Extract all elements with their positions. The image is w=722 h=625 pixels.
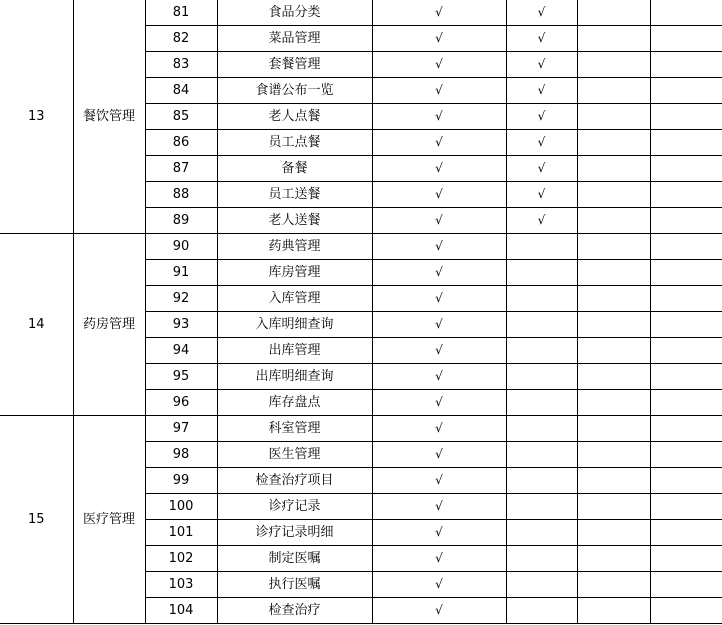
feature-name-cell: 食谱公布一览 (217, 78, 372, 104)
check-cell-2: √ (506, 156, 577, 182)
row-number-cell: 83 (145, 52, 217, 78)
check-cell-4 (650, 286, 722, 312)
check-cell-2 (506, 572, 577, 598)
feature-name-cell: 老人送餐 (217, 208, 372, 234)
row-number-cell: 99 (145, 468, 217, 494)
check-cell-2: √ (506, 52, 577, 78)
check-cell-2 (506, 494, 577, 520)
check-cell-1: √ (372, 104, 506, 130)
feature-name-cell: 出库管理 (217, 338, 372, 364)
check-cell-4 (650, 260, 722, 286)
check-cell-1: √ (372, 442, 506, 468)
check-cell-3 (577, 260, 650, 286)
check-cell-2 (506, 338, 577, 364)
row-number-cell: 98 (145, 442, 217, 468)
group-index-cell: 15 (0, 416, 73, 624)
check-cell-2 (506, 234, 577, 260)
check-cell-3 (577, 416, 650, 442)
row-number-cell: 90 (145, 234, 217, 260)
check-cell-3 (577, 156, 650, 182)
check-cell-4 (650, 52, 722, 78)
check-cell-4 (650, 26, 722, 52)
feature-name-cell: 库房管理 (217, 260, 372, 286)
check-cell-1: √ (372, 416, 506, 442)
feature-name-cell: 员工点餐 (217, 130, 372, 156)
check-cell-3 (577, 312, 650, 338)
check-cell-4 (650, 494, 722, 520)
row-number-cell: 104 (145, 598, 217, 624)
check-cell-4 (650, 78, 722, 104)
check-cell-2 (506, 520, 577, 546)
check-cell-2 (506, 468, 577, 494)
check-cell-4 (650, 0, 722, 26)
feature-name-cell: 检查治疗 (217, 598, 372, 624)
check-cell-2: √ (506, 0, 577, 26)
row-number-cell: 82 (145, 26, 217, 52)
feature-name-cell: 药典管理 (217, 234, 372, 260)
row-number-cell: 103 (145, 572, 217, 598)
feature-name-cell: 诊疗记录明细 (217, 520, 372, 546)
check-cell-1: √ (372, 52, 506, 78)
check-cell-4 (650, 234, 722, 260)
check-cell-1: √ (372, 364, 506, 390)
check-cell-2: √ (506, 130, 577, 156)
check-cell-3 (577, 26, 650, 52)
check-cell-3 (577, 338, 650, 364)
group-index-cell: 13 (0, 0, 73, 234)
check-cell-1: √ (372, 260, 506, 286)
check-cell-1: √ (372, 312, 506, 338)
feature-name-cell: 科室管理 (217, 416, 372, 442)
check-cell-1: √ (372, 598, 506, 624)
check-cell-3 (577, 104, 650, 130)
table-row (0, 234, 722, 260)
check-cell-2 (506, 260, 577, 286)
table-row (0, 416, 722, 442)
row-number-cell: 88 (145, 182, 217, 208)
check-cell-3 (577, 494, 650, 520)
check-cell-1: √ (372, 520, 506, 546)
row-number-cell: 92 (145, 286, 217, 312)
check-cell-4 (650, 598, 722, 624)
check-cell-2 (506, 546, 577, 572)
check-cell-1: √ (372, 390, 506, 416)
check-cell-2 (506, 364, 577, 390)
check-cell-1: √ (372, 156, 506, 182)
feature-name-cell: 库存盘点 (217, 390, 372, 416)
check-cell-1: √ (372, 78, 506, 104)
feature-name-cell: 入库明细查询 (217, 312, 372, 338)
check-cell-4 (650, 390, 722, 416)
check-cell-3 (577, 182, 650, 208)
check-cell-1: √ (372, 208, 506, 234)
feature-name-cell: 菜品管理 (217, 26, 372, 52)
check-cell-4 (650, 338, 722, 364)
row-number-cell: 87 (145, 156, 217, 182)
check-cell-3 (577, 468, 650, 494)
check-cell-4 (650, 572, 722, 598)
check-cell-1: √ (372, 286, 506, 312)
check-cell-4 (650, 364, 722, 390)
row-number-cell: 101 (145, 520, 217, 546)
check-cell-2 (506, 442, 577, 468)
feature-name-cell: 检查治疗项目 (217, 468, 372, 494)
check-cell-2 (506, 286, 577, 312)
check-cell-2 (506, 390, 577, 416)
row-number-cell: 86 (145, 130, 217, 156)
feature-name-cell: 诊疗记录 (217, 494, 372, 520)
check-cell-2: √ (506, 208, 577, 234)
row-number-cell: 97 (145, 416, 217, 442)
check-cell-4 (650, 104, 722, 130)
check-cell-3 (577, 390, 650, 416)
check-cell-2: √ (506, 26, 577, 52)
group-name-cell: 药房管理 (73, 234, 145, 416)
feature-name-cell: 老人点餐 (217, 104, 372, 130)
check-cell-3 (577, 0, 650, 26)
check-cell-4 (650, 546, 722, 572)
row-number-cell: 93 (145, 312, 217, 338)
check-cell-2 (506, 598, 577, 624)
feature-name-cell: 员工送餐 (217, 182, 372, 208)
group-index-cell: 14 (0, 234, 73, 416)
check-cell-2 (506, 416, 577, 442)
group-name-cell: 医疗管理 (73, 416, 145, 624)
row-number-cell: 95 (145, 364, 217, 390)
check-cell-1: √ (372, 546, 506, 572)
check-cell-4 (650, 130, 722, 156)
feature-name-cell: 套餐管理 (217, 52, 372, 78)
check-cell-3 (577, 442, 650, 468)
check-cell-1: √ (372, 130, 506, 156)
group-name-cell: 餐饮管理 (73, 0, 145, 234)
check-cell-1: √ (372, 572, 506, 598)
check-cell-1: √ (372, 26, 506, 52)
feature-name-cell: 医生管理 (217, 442, 372, 468)
check-cell-2: √ (506, 182, 577, 208)
check-cell-4 (650, 208, 722, 234)
check-cell-3 (577, 520, 650, 546)
check-cell-2: √ (506, 104, 577, 130)
check-cell-3 (577, 52, 650, 78)
check-cell-3 (577, 572, 650, 598)
row-number-cell: 81 (145, 0, 217, 26)
feature-name-cell: 制定医嘱 (217, 546, 372, 572)
row-number-cell: 89 (145, 208, 217, 234)
check-cell-4 (650, 416, 722, 442)
check-cell-3 (577, 598, 650, 624)
check-cell-1: √ (372, 494, 506, 520)
check-cell-1: √ (372, 338, 506, 364)
check-cell-3 (577, 78, 650, 104)
check-cell-4 (650, 156, 722, 182)
check-cell-3 (577, 286, 650, 312)
check-cell-4 (650, 312, 722, 338)
row-number-cell: 96 (145, 390, 217, 416)
check-cell-2 (506, 312, 577, 338)
check-cell-4 (650, 520, 722, 546)
check-cell-3 (577, 234, 650, 260)
check-cell-3 (577, 546, 650, 572)
feature-name-cell: 入库管理 (217, 286, 372, 312)
check-cell-3 (577, 130, 650, 156)
check-cell-1: √ (372, 182, 506, 208)
check-cell-1: √ (372, 468, 506, 494)
row-number-cell: 91 (145, 260, 217, 286)
check-cell-4 (650, 442, 722, 468)
check-cell-3 (577, 208, 650, 234)
row-number-cell: 84 (145, 78, 217, 104)
check-cell-2: √ (506, 78, 577, 104)
check-cell-3 (577, 364, 650, 390)
row-number-cell: 94 (145, 338, 217, 364)
row-number-cell: 100 (145, 494, 217, 520)
feature-name-cell: 食品分类 (217, 0, 372, 26)
row-number-cell: 102 (145, 546, 217, 572)
check-cell-4 (650, 182, 722, 208)
feature-name-cell: 出库明细查询 (217, 364, 372, 390)
check-cell-1: √ (372, 234, 506, 260)
feature-name-cell: 备餐 (217, 156, 372, 182)
row-number-cell: 85 (145, 104, 217, 130)
table-row (0, 0, 722, 26)
check-cell-4 (650, 468, 722, 494)
feature-name-cell: 执行医嘱 (217, 572, 372, 598)
check-cell-1: √ (372, 0, 506, 26)
